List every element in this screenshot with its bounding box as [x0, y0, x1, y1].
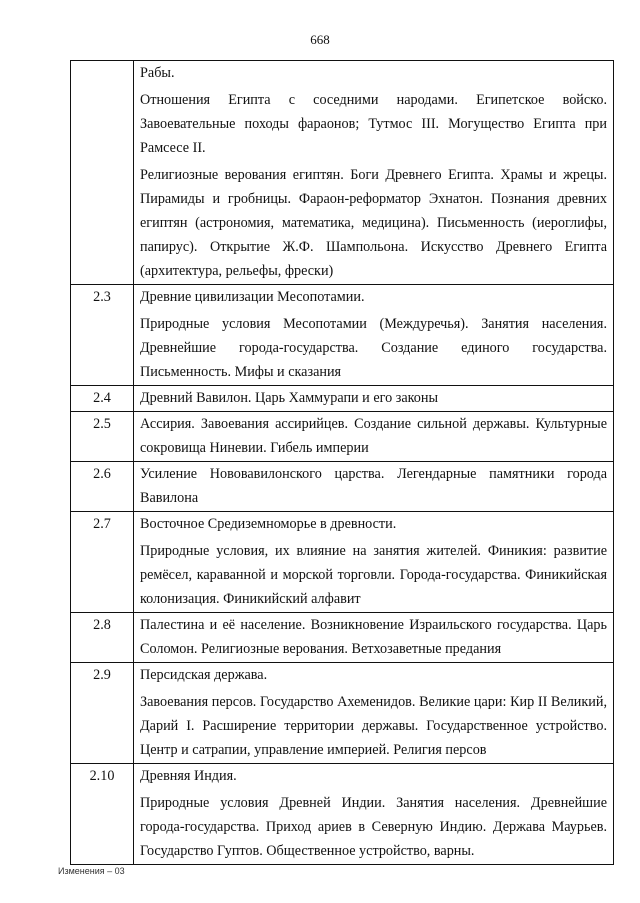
section-heading: Ассирия. Завоевания ассирийцев. Создание сильной державы. Культурные сокровища Ниневии. Гибель империи: [140, 416, 607, 456]
section-paragraph: Природные условия Древней Индии. Занятия населения. Древнейшие города-государства. Приход ариев в Северную Индию. Держава Маурьев. Государство Гуптов. Общественное устройство, варны.: [140, 795, 607, 859]
section-content: [134, 285, 614, 386]
table-row: [71, 412, 614, 462]
section-content: [134, 512, 614, 613]
section-heading: Рабы.: [140, 65, 175, 81]
section-content: [134, 613, 614, 663]
section-heading: Палестина и её население. Возникновение Израильского государства. Царь Соломон. Религиозные верования. Ветхозаветные предания: [140, 617, 607, 657]
syllabus-table: [70, 60, 614, 865]
section-number: 2.7: [71, 512, 134, 613]
section-paragraph: Отношения Египта с соседними народами. Египетское войско. Завоевательные походы фараонов; Тутмос III. Могущество Египта при Рамсесе II.: [140, 92, 607, 156]
section-paragraph: Природные условия Месопотамии (Междуречья). Занятия населения. Древнейшие города-государства. Создание единого государства. Письменность. Мифы и сказания: [140, 316, 607, 380]
section-number: 2.5: [71, 412, 134, 462]
section-content: [134, 663, 614, 764]
section-heading: Древние цивилизации Месопотамии.: [140, 289, 365, 305]
section-paragraph: Религиозные верования египтян. Боги Древнего Египта. Храмы и жрецы. Пирамиды и гробницы. Фараон-реформатор Эхнатон. Познания древних египтян (астрономия, математика, медицина). Письменность (иероглифы, папирус). Открытие Ж.Ф. Шампольона. Искусство Древнего Египта (архитектура, рельефы, фрески): [140, 167, 607, 279]
section-heading: Усиление Нововавилонского царства. Легендарные памятники города Вавилона: [140, 466, 607, 506]
section-number: 2.10: [71, 764, 134, 865]
section-heading: Древняя Индия.: [140, 768, 237, 784]
section-content: [134, 764, 614, 865]
footer-revision: Изменения – 03: [58, 866, 125, 876]
section-paragraph: Природные условия, их влияние на занятия жителей. Финикия: развитие ремёсел, караванной и морской торговли. Города-государства. Финикийская колонизация. Финикийский алфавит: [140, 543, 607, 607]
page-number: 668: [310, 32, 330, 47]
table-row: [71, 462, 614, 512]
section-number: 2.8: [71, 613, 134, 663]
section-heading: Персидская держава.: [140, 667, 268, 683]
table-row: [71, 764, 614, 865]
table-row: [71, 386, 614, 412]
table-row: [71, 613, 614, 663]
table-row: [71, 663, 614, 764]
section-number: [71, 61, 134, 285]
section-heading: Древний Вавилон. Царь Хаммурапи и его законы: [140, 390, 439, 406]
table-row: [71, 61, 614, 285]
syllabus-table-body: [71, 61, 614, 865]
table-row: [71, 512, 614, 613]
section-content: [134, 462, 614, 512]
section-paragraph: Завоевания персов. Государство Ахеменидов. Великие цари: Кир II Великий, Дарий I. Расширение территории державы. Государственное устройство. Центр и сатрапии, управление империей. Религия персов: [140, 694, 607, 758]
table-row: [71, 285, 614, 386]
section-number: 2.4: [71, 386, 134, 412]
section-number: 2.3: [71, 285, 134, 386]
section-number: 2.9: [71, 663, 134, 764]
section-heading: Восточное Средиземноморье в древности.: [140, 516, 397, 532]
section-content: [134, 61, 614, 285]
section-content: [134, 386, 614, 412]
section-number: 2.6: [71, 462, 134, 512]
section-content: [134, 412, 614, 462]
